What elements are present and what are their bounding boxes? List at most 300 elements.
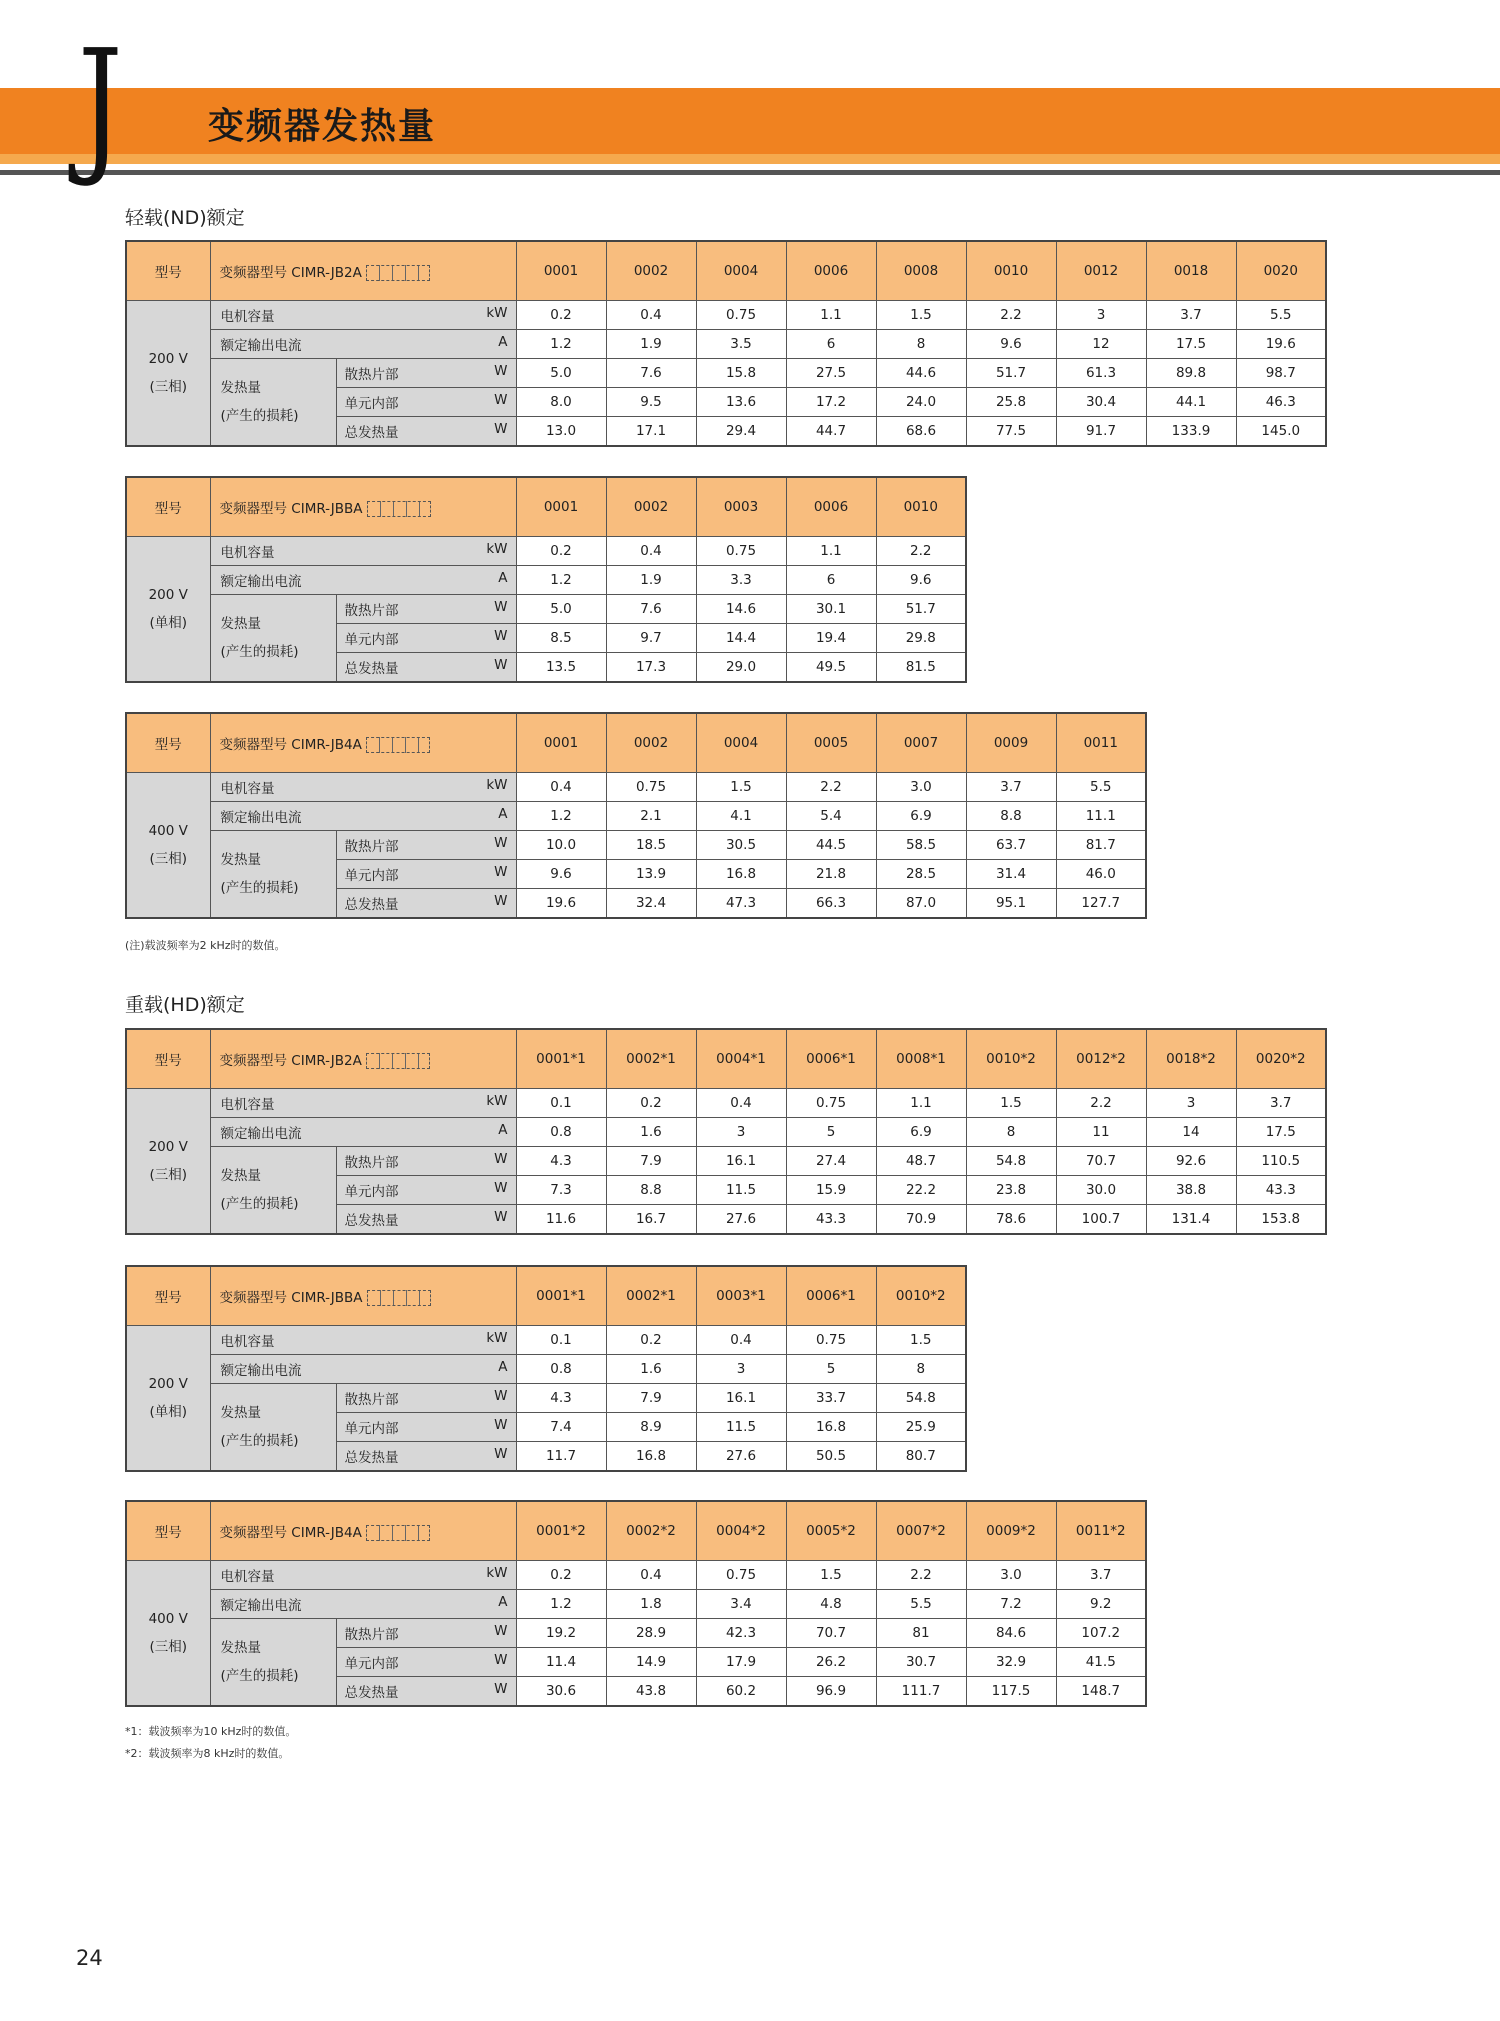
rated-current-row [126,1355,966,1384]
value-cell: 16.8 [786,1413,876,1442]
row-label-cell [336,1205,516,1235]
model-code: 0010 [966,241,1056,301]
row-label-text: 额定输出电流 [220,338,302,354]
value-cell: 1.5 [876,1326,966,1355]
row-label [345,893,516,913]
model-code-placeholder [366,737,430,753]
value-cell: 3 [1056,301,1146,330]
value-cell: 14.6 [696,595,786,624]
row-label-text: 电机容量 [220,545,275,561]
value-cell: 107.2 [1056,1619,1146,1648]
value-cell: 92.6 [1146,1147,1236,1176]
model-code: 0018 [1146,241,1236,301]
value-cell: 41.5 [1056,1648,1146,1677]
row-label-text: 电机容量 [220,1097,275,1113]
value-cell: 48.7 [876,1147,966,1176]
value-cell: 23.8 [966,1176,1056,1205]
value-cell: 8.5 [516,624,606,653]
value-cell: 96.9 [786,1677,876,1707]
value-cell: 127.7 [1056,889,1146,919]
value-cell: 1.5 [966,1089,1056,1118]
model-code: 0004 [696,241,786,301]
voltage-cell [126,1561,210,1707]
value-cell: 0.4 [696,1326,786,1355]
value-cell: 11 [1056,1118,1146,1147]
value-cell: 28.9 [606,1619,696,1648]
value-cell: 77.5 [966,417,1056,447]
value-cell: 3.7 [966,773,1056,802]
value-cell: 7.2 [966,1590,1056,1619]
model-name-cell [210,477,516,537]
value-cell: 46.0 [1056,860,1146,889]
model-code: 0005*2 [786,1501,876,1561]
value-cell: 110.5 [1236,1147,1326,1176]
heat-label-cell [210,1147,336,1235]
heat-sub-label: (产生的损耗) [220,408,299,424]
header-row [126,241,1326,301]
heat-sub-label: (产生的损耗) [220,644,299,660]
motor-capacity-row [126,1326,966,1355]
unit-label: kW [486,777,508,793]
row-label-text: 电机容量 [220,1334,275,1350]
value-cell: 18.5 [606,831,696,860]
value-cell: 9.2 [1056,1590,1146,1619]
row-label-text: 额定输出电流 [220,1126,302,1142]
value-cell: 44.5 [786,831,876,860]
model-name-cell [210,1501,516,1561]
model-code-placeholder [367,501,431,517]
phase-value: (三相) [149,379,188,395]
heatsink-row [126,595,966,624]
value-cell: 148.7 [1056,1677,1146,1707]
voltage-value: 200 V [148,587,188,603]
value-cell: 4.1 [696,802,786,831]
row-label [345,363,516,383]
unit-label: W [494,628,508,644]
value-cell: 0.4 [696,1089,786,1118]
value-cell: 3 [1146,1089,1236,1118]
value-cell: 66.3 [786,889,876,919]
unit-label: W [494,1151,508,1167]
value-cell: 9.6 [516,860,606,889]
value-cell: 0.2 [606,1326,696,1355]
value-cell: 80.7 [876,1442,966,1472]
row-label-cell [210,1590,516,1619]
value-cell: 9.5 [606,388,696,417]
row-label [345,1681,516,1701]
heat-label: 发热量 [220,852,261,868]
value-cell: 1.8 [606,1590,696,1619]
value-cell: 1.2 [516,1590,606,1619]
value-cell: 6 [786,330,876,359]
row-label-text: 额定输出电流 [220,810,302,826]
value-cell: 7.6 [606,359,696,388]
page-number: 24 [76,1946,103,1970]
unit-label: W [494,1388,508,1404]
value-cell: 81.5 [876,653,966,683]
heatsink-row [126,359,1326,388]
value-cell: 117.5 [966,1677,1056,1707]
row-label-cell [336,1176,516,1205]
unit-label: A [498,334,508,350]
model-name-cell [210,713,516,773]
model-code: 0010*2 [876,1266,966,1326]
value-cell: 25.8 [966,388,1056,417]
value-cell: 61.3 [1056,359,1146,388]
unit-label: kW [486,305,508,321]
value-cell: 13.0 [516,417,606,447]
value-cell: 27.4 [786,1147,876,1176]
value-cell: 16.7 [606,1205,696,1235]
value-cell: 29.8 [876,624,966,653]
value-cell: 81.7 [1056,831,1146,860]
model-code-placeholder [366,1053,430,1069]
row-label-cell [210,566,516,595]
voltage-cell [126,773,210,919]
value-cell: 17.2 [786,388,876,417]
value-cell: 6 [786,566,876,595]
value-cell: 0.75 [786,1326,876,1355]
hd-note-2: *2：载波频率为8 kHz时的数值。 [125,1747,290,1760]
row-label-text: 散热片部 [344,1627,399,1643]
value-cell: 0.2 [606,1089,696,1118]
row-label [345,835,516,855]
value-cell: 1.2 [516,566,606,595]
value-cell: 17.1 [606,417,696,447]
value-cell: 5.5 [876,1590,966,1619]
row-label-text: 单元内部 [344,1184,399,1200]
row-label-cell [336,359,516,388]
value-cell: 3.7 [1146,301,1236,330]
value-cell: 5.0 [516,359,606,388]
model-code: 0020*2 [1236,1029,1326,1089]
heatsink-row [126,1619,1146,1648]
value-cell: 19.6 [516,889,606,919]
value-cell: 89.8 [1146,359,1236,388]
phase-value: (三相) [149,1639,188,1655]
value-cell: 70.7 [786,1619,876,1648]
value-cell: 5 [786,1118,876,1147]
unit-label: W [494,864,508,880]
value-cell: 3.7 [1056,1561,1146,1590]
row-label-cell [210,1326,516,1355]
value-cell: 46.3 [1236,388,1326,417]
value-cell: 0.75 [696,1561,786,1590]
model-label: 型号 [126,241,210,301]
value-cell: 1.5 [786,1561,876,1590]
row-label-cell [210,1355,516,1384]
value-cell: 25.9 [876,1413,966,1442]
value-cell: 11.6 [516,1205,606,1235]
value-cell: 11.4 [516,1648,606,1677]
value-cell: 133.9 [1146,417,1236,447]
value-cell: 44.1 [1146,388,1236,417]
value-cell: 0.75 [606,773,696,802]
model-code: 0020 [1236,241,1326,301]
row-label [221,1594,516,1614]
model-code: 0012 [1056,241,1146,301]
model-name: 变频器型号 CIMR-JBBA [219,1290,363,1306]
heat-sub-label: (产生的损耗) [220,1433,299,1449]
value-cell: 0.4 [606,301,696,330]
model-code: 0006*1 [786,1029,876,1089]
voltage-cell [126,301,210,447]
model-code: 0008 [876,241,966,301]
model-code: 0002*2 [606,1501,696,1561]
unit-label: W [494,421,508,437]
value-cell: 0.8 [516,1118,606,1147]
value-cell: 47.3 [696,889,786,919]
row-label [221,1093,516,1113]
value-cell: 1.5 [876,301,966,330]
value-cell: 91.7 [1056,417,1146,447]
value-cell: 29.0 [696,653,786,683]
value-cell: 0.2 [516,301,606,330]
value-cell: 9.6 [876,566,966,595]
heatsink-row [126,1147,1326,1176]
nd-rating-heading: 轻载(ND)额定 [125,207,245,229]
value-cell: 3.5 [696,330,786,359]
row-label-cell [336,1442,516,1472]
value-cell: 17.5 [1236,1118,1326,1147]
value-cell: 14.4 [696,624,786,653]
value-cell: 42.3 [696,1619,786,1648]
value-cell: 7.3 [516,1176,606,1205]
value-cell: 1.9 [606,566,696,595]
row-label-cell [336,653,516,683]
model-code: 0001*1 [516,1029,606,1089]
value-cell: 95.1 [966,889,1056,919]
motor-capacity-row [126,301,1326,330]
value-cell: 17.3 [606,653,696,683]
value-cell: 63.7 [966,831,1056,860]
row-label [345,421,516,441]
value-cell: 3.4 [696,1590,786,1619]
model-code-placeholder [366,1525,430,1541]
row-label-text: 电机容量 [220,1569,275,1585]
value-cell: 43.3 [786,1205,876,1235]
row-label [345,1180,516,1200]
value-cell: 14.9 [606,1648,696,1677]
value-cell: 12 [1056,330,1146,359]
rated-current-row [126,1118,1326,1147]
nd-note: (注)载波频率为2 kHz时的数值。 [125,939,286,952]
value-cell: 4.3 [516,1384,606,1413]
value-cell: 5.5 [1056,773,1146,802]
row-label-cell [336,1147,516,1176]
value-cell: 51.7 [876,595,966,624]
row-label-cell [336,595,516,624]
heatsink-row [126,831,1146,860]
unit-label: kW [486,1565,508,1581]
model-code: 0001 [516,477,606,537]
model-name: 变频器型号 CIMR-JB2A [219,265,362,281]
value-cell: 7.6 [606,595,696,624]
model-code-placeholder [367,1290,431,1306]
row-label-text: 单元内部 [344,868,399,884]
row-label-cell [336,1413,516,1442]
value-cell: 11.5 [696,1413,786,1442]
row-label-cell [210,1561,516,1590]
value-cell: 98.7 [1236,359,1326,388]
value-cell: 7.9 [606,1147,696,1176]
model-label: 型号 [126,1266,210,1326]
value-cell: 17.9 [696,1648,786,1677]
value-cell: 1.5 [696,773,786,802]
value-cell: 0.8 [516,1355,606,1384]
unit-label: W [494,1652,508,1668]
row-label-cell [210,802,516,831]
value-cell: 81 [876,1619,966,1648]
value-cell: 15.9 [786,1176,876,1205]
value-cell: 13.9 [606,860,696,889]
phase-value: (三相) [149,1167,188,1183]
value-cell: 49.5 [786,653,876,683]
value-cell: 11.7 [516,1442,606,1472]
value-cell: 24.0 [876,388,966,417]
unit-label: W [494,893,508,909]
value-cell: 0.75 [696,301,786,330]
value-cell: 0.2 [516,537,606,566]
value-cell: 27.6 [696,1442,786,1472]
unit-label: W [494,1446,508,1462]
heat-label: 发热量 [220,380,261,396]
heat-label-cell [210,359,336,447]
model-code: 0011 [1056,713,1146,773]
unit-label: W [494,657,508,673]
rated-current-row [126,802,1146,831]
model-name: 变频器型号 CIMR-JBBA [219,501,363,517]
row-label-cell [336,1619,516,1648]
model-code: 0010*2 [966,1029,1056,1089]
value-cell: 27.5 [786,359,876,388]
heat-table [125,240,1327,447]
row-label-cell [336,831,516,860]
value-cell: 33.7 [786,1384,876,1413]
header-row [126,713,1146,773]
row-label-text: 额定输出电流 [220,1598,302,1614]
row-label-text: 散热片部 [344,839,399,855]
model-name: 变频器型号 CIMR-JB4A [219,1525,362,1541]
value-cell: 54.8 [966,1147,1056,1176]
value-cell: 0.4 [606,1561,696,1590]
value-cell: 0.1 [516,1089,606,1118]
phase-value: (三相) [149,851,188,867]
value-cell: 8.9 [606,1413,696,1442]
header-row [126,1029,1326,1089]
value-cell: 1.6 [606,1355,696,1384]
header-row [126,477,966,537]
row-label-text: 额定输出电流 [220,574,302,590]
voltage-value: 400 V [148,1611,188,1627]
model-name-cell [210,1029,516,1089]
value-cell: 4.3 [516,1147,606,1176]
value-cell: 60.2 [696,1677,786,1707]
row-label-cell [336,860,516,889]
row-label-text: 电机容量 [220,781,275,797]
value-cell: 13.6 [696,388,786,417]
hd-rating-heading: 重载(HD)额定 [125,994,245,1016]
row-label-text: 电机容量 [220,309,275,325]
value-cell: 27.6 [696,1205,786,1235]
unit-label: W [494,1209,508,1225]
heat-label-cell [210,595,336,683]
value-cell: 5.0 [516,595,606,624]
model-name: 变频器型号 CIMR-JB4A [219,737,362,753]
value-cell: 16.1 [696,1147,786,1176]
value-cell: 70.9 [876,1205,966,1235]
model-code: 0001 [516,713,606,773]
row-label [345,1446,516,1466]
row-label-cell [336,417,516,447]
value-cell: 2.2 [876,1561,966,1590]
phase-value: (单相) [149,615,188,631]
row-label [221,305,516,325]
value-cell: 3.0 [966,1561,1056,1590]
value-cell: 8.0 [516,388,606,417]
heat-label-cell [210,1384,336,1472]
value-cell: 30.5 [696,831,786,860]
heat-sub-label: (产生的损耗) [220,880,299,896]
model-code-placeholder [366,265,430,281]
value-cell: 1.9 [606,330,696,359]
row-label [345,864,516,884]
row-label-text: 总发热量 [344,425,399,441]
row-label-text: 额定输出电流 [220,1363,302,1379]
value-cell: 8.8 [966,802,1056,831]
model-code: 0006*1 [786,1266,876,1326]
value-cell: 145.0 [1236,417,1326,447]
unit-label: A [498,806,508,822]
row-label [345,1417,516,1437]
row-label [345,1388,516,1408]
heatsink-row [126,1384,966,1413]
unit-label: W [494,1180,508,1196]
value-cell: 2.2 [966,301,1056,330]
heat-label: 发热量 [220,1640,261,1656]
model-code: 0001*1 [516,1266,606,1326]
model-code: 0009*2 [966,1501,1056,1561]
value-cell: 131.4 [1146,1205,1236,1235]
value-cell: 54.8 [876,1384,966,1413]
row-label [221,1122,516,1142]
value-cell: 1.2 [516,802,606,831]
value-cell: 0.75 [786,1089,876,1118]
row-label-text: 总发热量 [344,1450,399,1466]
row-label-cell [210,773,516,802]
phase-value: (单相) [149,1404,188,1420]
unit-label: A [498,1122,508,1138]
model-code: 0011*2 [1056,1501,1146,1561]
model-name-cell [210,241,516,301]
model-code: 0002 [606,477,696,537]
model-code: 0018*2 [1146,1029,1236,1089]
value-cell: 70.7 [1056,1147,1146,1176]
row-label [221,1359,516,1379]
row-label-text: 散热片部 [344,603,399,619]
heat-sub-label: (产生的损耗) [220,1196,299,1212]
value-cell: 6.9 [876,1118,966,1147]
heat-label: 发热量 [220,616,261,632]
heat-label: 发热量 [220,1168,261,1184]
model-code: 0006 [786,477,876,537]
unit-label: W [494,1623,508,1639]
value-cell: 2.2 [876,537,966,566]
row-label-cell [336,1648,516,1677]
value-cell: 43.8 [606,1677,696,1707]
heat-table [125,1265,967,1472]
value-cell: 87.0 [876,889,966,919]
